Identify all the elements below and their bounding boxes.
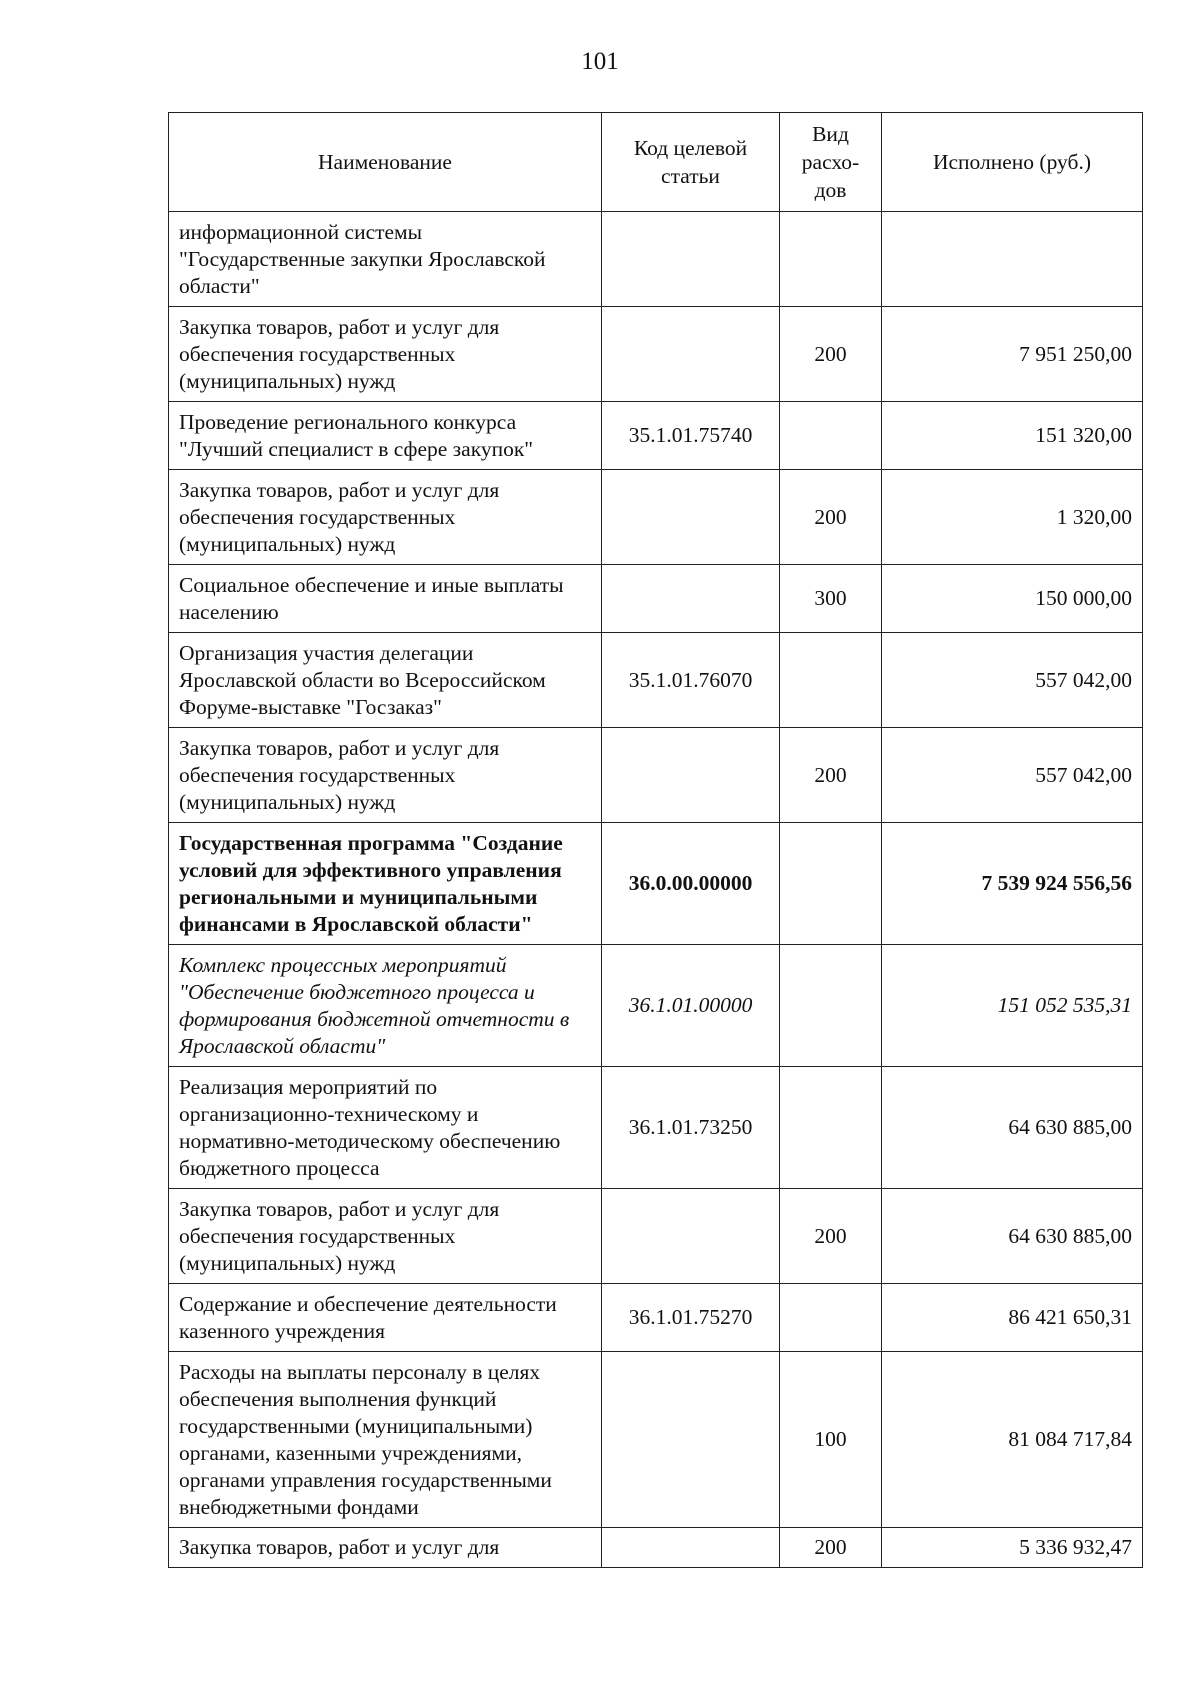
row-name: Реализация мероприятий по организационно-техническому и нормативно-методическому обеспечению бюджетного процесса — [169, 1067, 602, 1189]
row-amount: 150 000,00 — [882, 565, 1143, 633]
row-amount: 1 320,00 — [882, 470, 1143, 565]
row-type — [780, 212, 882, 307]
row-amount — [882, 212, 1143, 307]
table-row — [169, 212, 1143, 307]
row-amount: 151 052 535,31 — [882, 945, 1143, 1067]
table-row — [169, 470, 1143, 565]
row-code — [602, 1528, 780, 1568]
table-row — [169, 307, 1143, 402]
row-name: Организация участия делегации Ярославской области во Всероссийском Форуме-выставке "Госзаказ" — [169, 633, 602, 728]
row-code — [602, 565, 780, 633]
row-amount: 64 630 885,00 — [882, 1067, 1143, 1189]
row-type: 300 — [780, 565, 882, 633]
table-row — [169, 1067, 1143, 1189]
row-amount: 5 336 932,47 — [882, 1528, 1143, 1568]
row-name: Закупка товаров, работ и услуг для обеспечения государственных (муниципальных) нужд — [169, 470, 602, 565]
table-row — [169, 823, 1143, 945]
row-code: 36.1.01.75270 — [602, 1284, 780, 1352]
table-row — [169, 1284, 1143, 1352]
row-type — [780, 633, 882, 728]
row-name: Комплекс процессных мероприятий "Обеспечение бюджетного процесса и формирования бюджетной отчетности в Ярославской области" — [169, 945, 602, 1067]
row-type — [780, 1067, 882, 1189]
table-row — [169, 565, 1143, 633]
row-type: 200 — [780, 1528, 882, 1568]
row-amount: 7 951 250,00 — [882, 307, 1143, 402]
table-row — [169, 633, 1143, 728]
row-amount: 557 042,00 — [882, 728, 1143, 823]
header-code: Код целевой статьи — [602, 113, 780, 212]
row-type — [780, 945, 882, 1067]
row-code: 36.0.00.00000 — [602, 823, 780, 945]
row-code: 36.1.01.73250 — [602, 1067, 780, 1189]
row-code — [602, 212, 780, 307]
table-row — [169, 728, 1143, 823]
table-row — [169, 945, 1143, 1067]
row-type: 200 — [780, 1189, 882, 1284]
row-code: 35.1.01.75740 — [602, 402, 780, 470]
row-code — [602, 1189, 780, 1284]
row-code: 35.1.01.76070 — [602, 633, 780, 728]
table-row — [169, 1528, 1143, 1568]
row-name: Государственная программа "Создание условий для эффективного управления региональными и муниципальными финансами в Ярославской области" — [169, 823, 602, 945]
row-type — [780, 823, 882, 945]
row-name: Закупка товаров, работ и услуг для обеспечения государственных (муниципальных) нужд — [169, 1189, 602, 1284]
header-type: Вид расхо-дов — [780, 113, 882, 212]
table-body — [169, 212, 1143, 1568]
row-name: Закупка товаров, работ и услуг для обеспечения государственных (муниципальных) нужд — [169, 307, 602, 402]
header-amount: Исполнено (руб.) — [882, 113, 1143, 212]
row-amount: 151 320,00 — [882, 402, 1143, 470]
row-amount: 557 042,00 — [882, 633, 1143, 728]
row-name: Закупка товаров, работ и услуг для обеспечения государственных (муниципальных) нужд — [169, 728, 602, 823]
row-amount: 86 421 650,31 — [882, 1284, 1143, 1352]
row-name: Расходы на выплаты персоналу в целях обеспечения выполнения функций государственными (муниципальными) органами, казенными учреждениями, органами управления государственными внебюджетными фондами — [169, 1352, 602, 1528]
row-name: Содержание и обеспечение деятельности казенного учреждения — [169, 1284, 602, 1352]
header-name: Наименование — [169, 113, 602, 212]
row-type — [780, 1284, 882, 1352]
row-amount: 7 539 924 556,56 — [882, 823, 1143, 945]
row-type: 200 — [780, 728, 882, 823]
row-type: 200 — [780, 307, 882, 402]
row-name: Проведение регионального конкурса "Лучший специалист в сфере закупок" — [169, 402, 602, 470]
row-type: 200 — [780, 470, 882, 565]
table-row — [169, 402, 1143, 470]
row-code: 36.1.01.00000 — [602, 945, 780, 1067]
row-code — [602, 307, 780, 402]
row-type — [780, 402, 882, 470]
row-name: Социальное обеспечение и иные выплаты населению — [169, 565, 602, 633]
row-type: 100 — [780, 1352, 882, 1528]
page-number: 101 — [581, 48, 619, 75]
row-name: информационной системы "Государственные закупки Ярославской области" — [169, 212, 602, 307]
row-amount: 64 630 885,00 — [882, 1189, 1143, 1284]
budget-execution-table — [168, 112, 1143, 1568]
table-row — [169, 1189, 1143, 1284]
table-row — [169, 1352, 1143, 1528]
row-code — [602, 728, 780, 823]
table-header-row — [169, 113, 1143, 212]
row-amount: 81 084 717,84 — [882, 1352, 1143, 1528]
row-name: Закупка товаров, работ и услуг для — [169, 1528, 602, 1568]
row-code — [602, 1352, 780, 1528]
row-code — [602, 470, 780, 565]
